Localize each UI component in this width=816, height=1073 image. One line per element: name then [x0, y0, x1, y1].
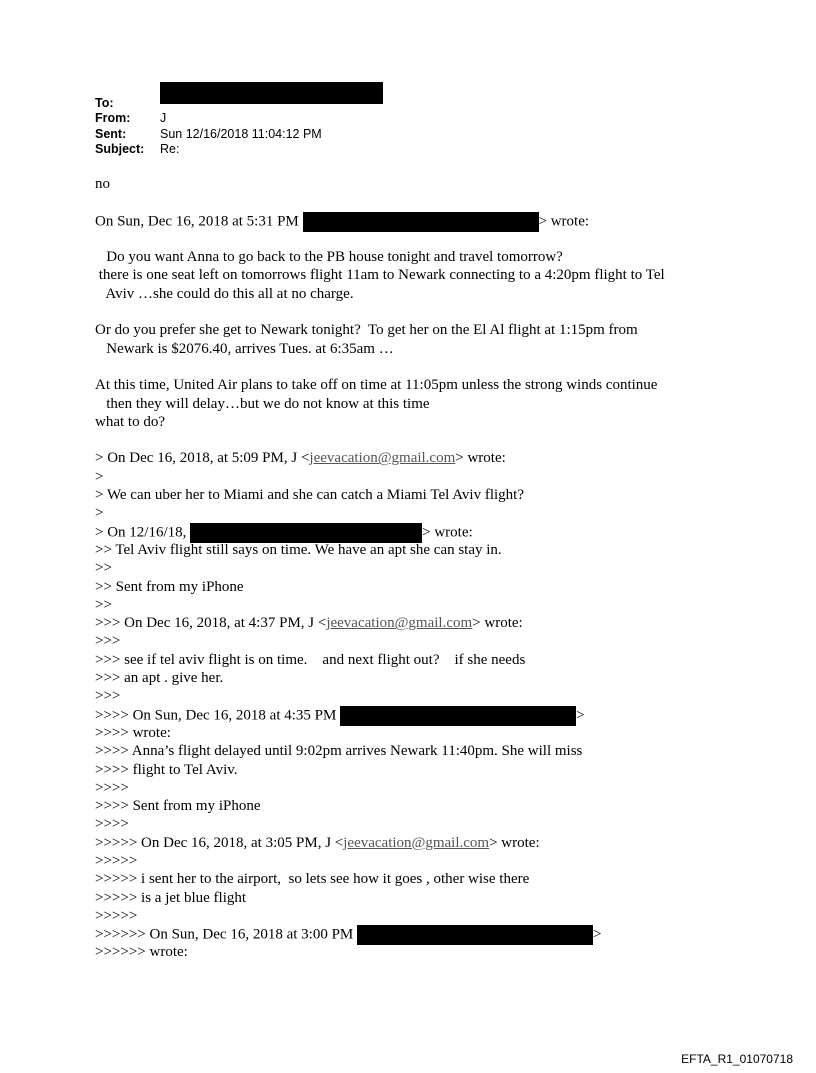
from-row	[95, 111, 383, 126]
email-link[interactable]: jeevacation@gmail.com	[326, 615, 473, 632]
para1-line: Do you want Anna to go back to the PB house tonight and travel tomorrow?	[95, 249, 563, 266]
thread-line: > We can uber her to Miami and she can catch a Miami Tel Aviv flight?	[95, 487, 524, 504]
from-label: From:	[95, 111, 131, 126]
quote-intro-suffix: > wrote:	[538, 213, 590, 230]
email-body	[95, 175, 735, 962]
thread-line: >>>>	[95, 779, 129, 796]
thread-text: > wrote:	[472, 615, 523, 632]
subject-row	[95, 142, 383, 157]
para3-line: what to do?	[95, 413, 165, 430]
thread-line	[95, 449, 735, 467]
thread-text: >>>>>> On Sun, Dec 16, 2018 at 3:00 PM	[95, 926, 358, 943]
thread-line: >>>	[95, 688, 121, 705]
email-link[interactable]: jeevacation@gmail.com	[309, 450, 456, 467]
from-value: J	[160, 111, 167, 126]
redacted-sender	[190, 523, 422, 543]
redacted-sender	[357, 925, 593, 945]
para3-line: then they will delay…but we do not know at this time	[95, 395, 430, 412]
thread-line: >>> see if tel aviv flight is on time. and next flight out? if she needs	[95, 651, 526, 668]
thread-text: >>>> On Sun, Dec 16, 2018 at 4:35 PM	[95, 707, 341, 724]
thread-line	[95, 706, 735, 724]
thread-text: > wrote:	[422, 524, 473, 541]
sent-row	[95, 127, 383, 142]
thread-text: >	[593, 926, 602, 943]
thread-text: >>> On Dec 16, 2018, at 4:37 PM, J <	[95, 615, 327, 632]
thread-line: >>>>> is a jet blue flight	[95, 889, 247, 906]
quote-intro-prefix: On Sun, Dec 16, 2018 at 5:31 PM	[95, 213, 303, 230]
subject-label: Subject:	[95, 142, 145, 157]
thread-line: >>>>>	[95, 907, 138, 924]
para3-line: At this time, United Air plans to take off on time at 11:05pm unless the strong winds continue	[95, 377, 658, 394]
thread-line: >>>> flight to Tel Aviv.	[95, 761, 238, 778]
reply-text: no	[95, 176, 110, 192]
thread-text: >	[576, 707, 585, 724]
thread-text: > wrote:	[489, 834, 540, 851]
thread-text: >>>>> On Dec 16, 2018, at 3:05 PM, J <	[95, 834, 344, 851]
subject-value: Re:	[160, 142, 180, 157]
thread-line: >	[95, 468, 104, 485]
thread-line: >>>> wrote:	[95, 724, 171, 741]
thread-line: >> Tel Aviv flight still says on time. We have an apt she can stay in.	[95, 541, 502, 558]
thread-line: >	[95, 505, 104, 522]
thread-text: > wrote:	[455, 450, 506, 467]
thread-text: > On Dec 16, 2018, at 5:09 PM, J <	[95, 450, 310, 467]
redacted-recipient	[160, 82, 383, 104]
thread-line: >>>>> i sent her to the airport, so lets see how it goes , other wise there	[95, 871, 530, 888]
thread-line	[95, 925, 735, 943]
sent-value: Sun 12/16/2018 11:04:12 PM	[160, 126, 322, 141]
thread-line: >>	[95, 560, 112, 577]
document-id-footer: EFTA_R1_01070718	[681, 1052, 793, 1066]
redacted-sender	[340, 706, 576, 726]
email-link[interactable]: jeevacation@gmail.com	[343, 834, 490, 851]
thread-line: >>>>>	[95, 852, 138, 869]
para2-line: Or do you prefer she get to Newark tonight? To get her on the El Al flight at 1:15pm from	[95, 322, 638, 339]
thread-line: >>	[95, 596, 112, 613]
thread-line: >> Sent from my iPhone	[95, 578, 244, 595]
thread-text: > On 12/16/18,	[95, 524, 191, 541]
thread-line	[95, 614, 735, 632]
to-row	[95, 96, 383, 111]
to-label: To:	[95, 96, 114, 110]
thread-line: >>>	[95, 633, 121, 650]
thread-line: >>> an apt . give her.	[95, 670, 224, 687]
email-header	[95, 96, 383, 158]
thread-line: >>>> Sent from my iPhone	[95, 798, 261, 815]
redacted-sender	[303, 212, 539, 232]
thread-line: >>>>	[95, 816, 129, 833]
thread-line	[95, 523, 735, 541]
thread-line: >>>> Anna’s flight delayed until 9:02pm arrives Newark 11:40pm. She will miss	[95, 743, 583, 760]
para2-line: Newark is $2076.40, arrives Tues. at 6:35am …	[95, 340, 394, 357]
thread-line: >>>>>> wrote:	[95, 944, 188, 961]
para1-line: Aviv …she could do this all at no charge.	[95, 285, 354, 302]
quote-intro-line	[95, 212, 735, 230]
para1-line: there is one seat left on tomorrows flight 11am to Newark connecting to a 4:20pm flight to Tel	[95, 267, 665, 284]
thread-line	[95, 834, 735, 852]
sent-label: Sent:	[95, 126, 127, 141]
